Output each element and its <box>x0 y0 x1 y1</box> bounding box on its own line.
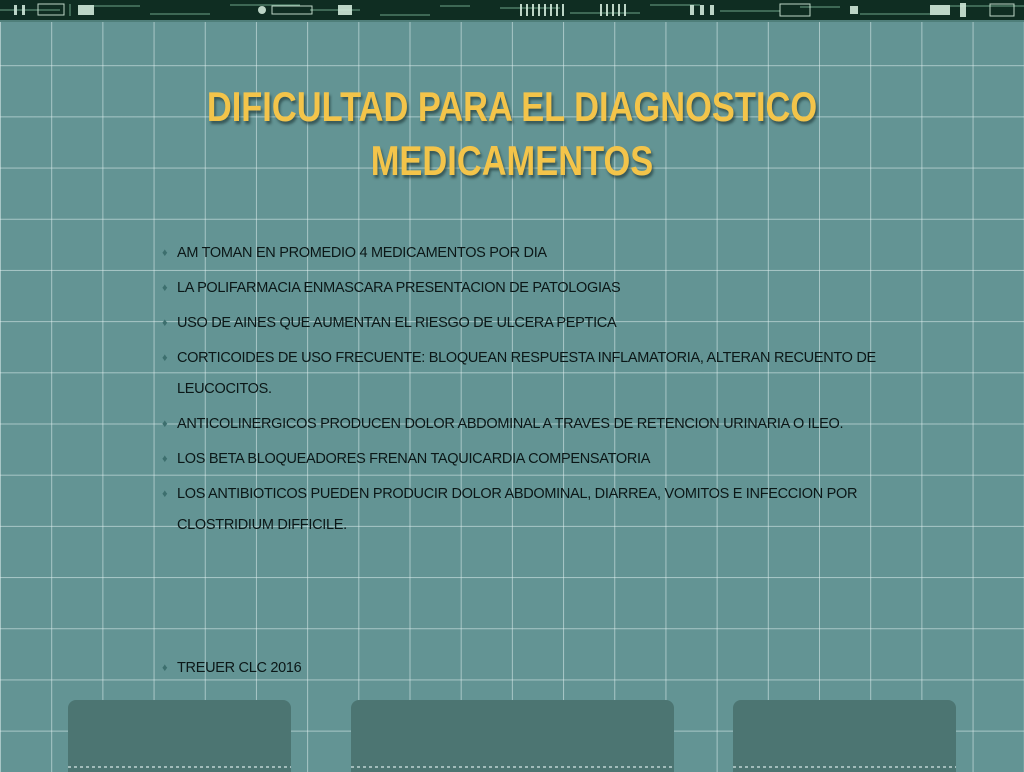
diamond-bullet-icon: ♦ <box>162 317 168 329</box>
bullet-text: AM TOMAN EN PROMEDIO 4 MEDICAMENTOS POR DIA <box>177 245 547 261</box>
list-item <box>162 444 902 475</box>
list-item <box>162 238 902 269</box>
bullet-text: LOS BETA BLOQUEADORES FRENAN TAQUICARDIA COMPENSATORIA <box>177 451 651 467</box>
bullet-text: LA POLIFARMACIA ENMASCARA PRESENTACION DE PATOLOGIAS <box>177 280 621 296</box>
bullet-text: CORTICOIDES DE USO FRECUENTE: BLOQUEAN RESPUESTA INFLAMATORIA, ALTERAN RECUENTO DE LEUCOCITOS. <box>177 350 876 397</box>
footer-panel-center <box>351 700 674 772</box>
diamond-bullet-icon: ♦ <box>162 453 168 465</box>
list-item <box>162 409 902 440</box>
list-item <box>162 479 902 541</box>
footer-panel-left <box>68 700 291 772</box>
bullet-text: LOS ANTIBIOTICOS PUEDEN PRODUCIR DOLOR ABDOMINAL, DIARREA, VOMITOS E INFECCION POR CLOSTRIDIUM DIFFICILE. <box>177 486 858 533</box>
diamond-bullet-icon: ♦ <box>162 282 168 294</box>
circuit-board-banner <box>0 0 1024 22</box>
list-item <box>162 308 902 339</box>
bullet-text: USO DE AINES QUE AUMENTAN EL RIESGO DE ULCERA PEPTICA <box>177 315 617 331</box>
credit-text: TREUER CLC 2016 <box>177 660 302 676</box>
diamond-bullet-icon: ♦ <box>162 662 168 674</box>
diamond-bullet-icon: ♦ <box>162 488 168 500</box>
slide-title <box>184 80 840 188</box>
footer-panel-right <box>733 700 956 772</box>
diamond-bullet-icon: ♦ <box>162 418 168 430</box>
bullet-list <box>162 238 902 688</box>
diamond-bullet-icon: ♦ <box>162 352 168 364</box>
slide-title-line-1: DIFICULTAD PARA EL DIAGNOSTICO <box>206 83 818 130</box>
bullet-text: ANTICOLINERGICOS PRODUCEN DOLOR ABDOMINAL A TRAVES DE RETENCION URINARIA O ILEO. <box>177 416 844 432</box>
slide-title-line-2: MEDICAMENTOS <box>370 137 654 184</box>
list-item-credit <box>162 653 902 684</box>
list-item <box>162 273 902 304</box>
circuit-pattern-graphic <box>0 0 1024 20</box>
diamond-bullet-icon: ♦ <box>162 247 168 259</box>
list-item <box>162 343 902 405</box>
